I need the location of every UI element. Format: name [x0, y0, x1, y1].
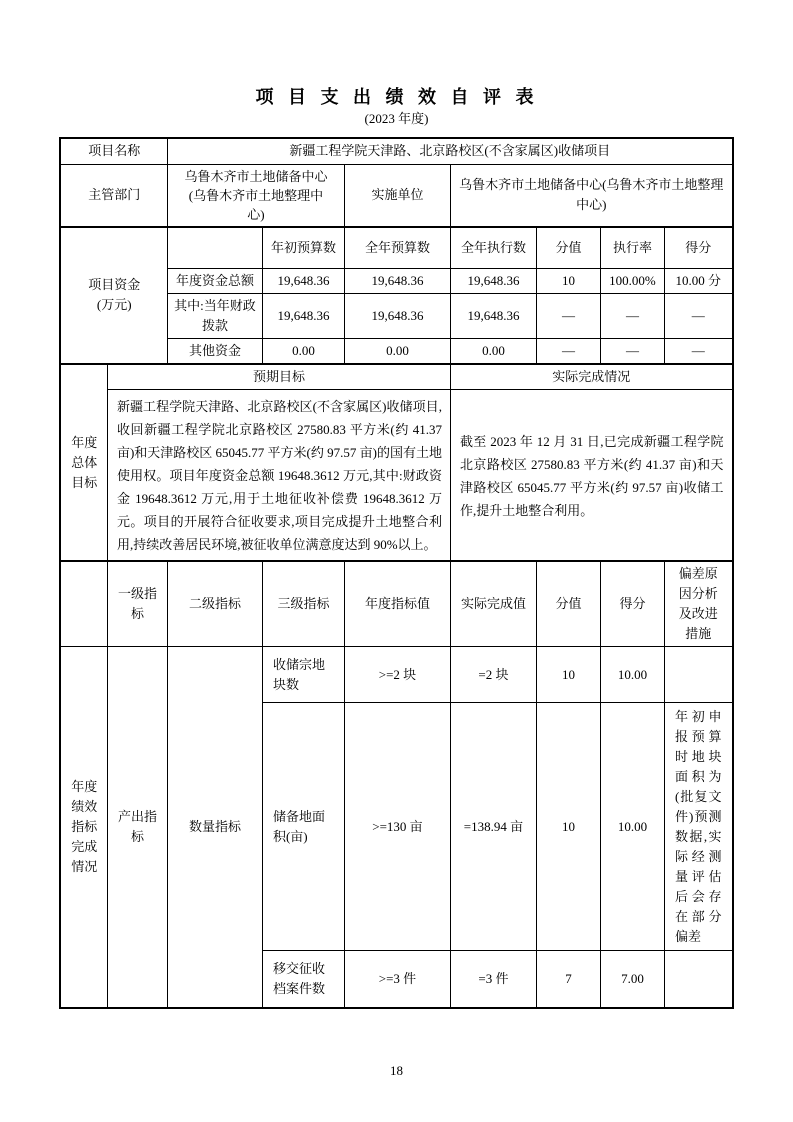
- indicator-header-actual: 实际完成值: [450, 561, 536, 647]
- funds-cell-rate: —: [600, 339, 664, 365]
- funds-header-score: 得分: [664, 227, 732, 269]
- funds-cell-score: —: [664, 294, 732, 339]
- indicator-actual: =3 件: [450, 951, 536, 1008]
- indicator-header-deviation: 偏差原因分析及改进措施: [664, 561, 732, 647]
- funds-cell-score: —: [664, 339, 732, 365]
- project-name-value: 新疆工程学院天津路、北京路校区(不含家属区)收储项目: [167, 138, 732, 164]
- indicator-deviation: 年初申报预算时地块面积为(批复文件)预测数据,实际经测量评估后会存在部分偏差: [664, 703, 732, 951]
- indicator-name: 收储宗地块数: [262, 647, 344, 703]
- indicator-section-label: 年度绩效指标完成情况: [60, 647, 107, 1008]
- indicator-header-score: 得分: [600, 561, 664, 647]
- indicator-actual: =2 块: [450, 647, 536, 703]
- expected-goal-header: 预期目标: [107, 364, 450, 390]
- expected-goal-text: 新疆工程学院天津路、北京路校区(不含家属区)收储项目,收回新疆工程学院北京路校区 27580.83 平方米(约 41.37 亩)和天津路校区 65045.77 平方米(约 97.57 亩)的国有土地使用权。项目年度资金总额 19648.3612 万元,其中:财政资金 19648.3612 万元,用于土地征收补偿费 19648.3612 万元。项目的开展符合征收要求,项目完成提升土地整合利用,持续改善居民环境,被征收单位满意度达到 90%以上。: [107, 390, 450, 562]
- indicator-score: 10.00: [600, 703, 664, 951]
- indicator-name: 移交征收档案件数: [262, 951, 344, 1008]
- indicator-header-row: [60, 561, 732, 647]
- funds-cell-annual: 19,648.36: [344, 294, 450, 339]
- indicator-level2-value: 数量指标: [167, 647, 262, 1008]
- indicator-header-target: 年度指标值: [344, 561, 450, 647]
- indicator-weight: 10: [536, 647, 600, 703]
- document-title: 项 目 支 出 绩 效 自 评 表: [255, 87, 538, 107]
- indicator-header-weight: 分值: [536, 561, 600, 647]
- funds-cell-initial: 19,648.36: [262, 269, 344, 294]
- funds-cell-rate: 100.00%: [600, 269, 664, 294]
- funds-cell-annual: 19,648.36: [344, 269, 450, 294]
- funds-cell-weight: 10: [536, 269, 600, 294]
- indicator-target: >=3 件: [344, 951, 450, 1008]
- funds-header-execution-rate: 执行率: [600, 227, 664, 269]
- indicator-weight: 10: [536, 703, 600, 951]
- funds-cell-weight: —: [536, 339, 600, 365]
- funds-cell-initial: 0.00: [262, 339, 344, 365]
- funds-header-weight: 分值: [536, 227, 600, 269]
- actual-completion-header: 实际完成情况: [450, 364, 732, 390]
- indicator-actual: =138.94 亩: [450, 703, 536, 951]
- indicator-deviation: [664, 647, 732, 703]
- actual-completion-text: 截至 2023 年 12 月 31 日,已完成新疆工程学院北京路校区 27580.83 平方米(约 41.37 亩)和天津路校区 65045.77 平方米(约 97.57 亩)收储工作,提升土地整合利用。: [450, 390, 732, 562]
- funds-blank-header-cell: [167, 227, 262, 269]
- funds-cell-executed: 0.00: [450, 339, 536, 365]
- indicator-score: 7.00: [600, 951, 664, 1008]
- annual-goal-section-label: 年度总体目标: [60, 364, 107, 561]
- funds-cell-executed: 19,648.36: [450, 294, 536, 339]
- self-evaluation-table: [59, 137, 733, 1009]
- funds-row-label: 其中:当年财政拨款: [167, 294, 262, 339]
- funds-row-label: 年度资金总额: [167, 269, 262, 294]
- funds-section-label: 项目资金(万元): [60, 227, 167, 365]
- indicator-row: [60, 647, 732, 703]
- indicator-deviation: [664, 951, 732, 1008]
- impl-unit-value: 乌鲁木齐市土地储备中心(乌鲁木齐市土地整理中心): [450, 164, 732, 227]
- indicator-target: >=2 块: [344, 647, 450, 703]
- indicator-header-level2: 二级指标: [167, 561, 262, 647]
- page-number: 18: [390, 1062, 403, 1078]
- indicator-score: 10.00: [600, 647, 664, 703]
- funds-row-label: 其他资金: [167, 339, 262, 365]
- annual-goal-content-row: [60, 390, 732, 562]
- indicator-level1-value: 产出指标: [107, 647, 167, 1008]
- funds-cell-initial: 19,648.36: [262, 294, 344, 339]
- funds-header-initial-budget: 年初预算数: [262, 227, 344, 269]
- indicator-name: 储备地面积(亩): [262, 703, 344, 951]
- impl-unit-label: 实施单位: [344, 164, 450, 227]
- indicator-weight: 7: [536, 951, 600, 1008]
- project-name-row: [60, 138, 732, 164]
- department-row: [60, 164, 732, 227]
- project-name-label: 项目名称: [60, 138, 167, 164]
- funds-cell-annual: 0.00: [344, 339, 450, 365]
- indicator-header-level1: 一级指标: [107, 561, 167, 647]
- funds-cell-weight: —: [536, 294, 600, 339]
- indicator-header-level3: 三级指标: [262, 561, 344, 647]
- funds-header-annual-budget: 全年预算数: [344, 227, 450, 269]
- dept-label: 主管部门: [60, 164, 167, 227]
- dept-value: 乌鲁木齐市土地储备中心(乌鲁木齐市土地整理中心): [167, 164, 344, 227]
- funds-header-row: [60, 227, 732, 269]
- funds-header-executed: 全年执行数: [450, 227, 536, 269]
- funds-cell-score: 10.00 分: [664, 269, 732, 294]
- funds-cell-rate: —: [600, 294, 664, 339]
- annual-goal-header-row: [60, 364, 732, 390]
- indicator-target: >=130 亩: [344, 703, 450, 951]
- indicator-blank-header-cell: [60, 561, 107, 647]
- document-subtitle: (2023 年度): [364, 111, 429, 126]
- funds-cell-executed: 19,648.36: [450, 269, 536, 294]
